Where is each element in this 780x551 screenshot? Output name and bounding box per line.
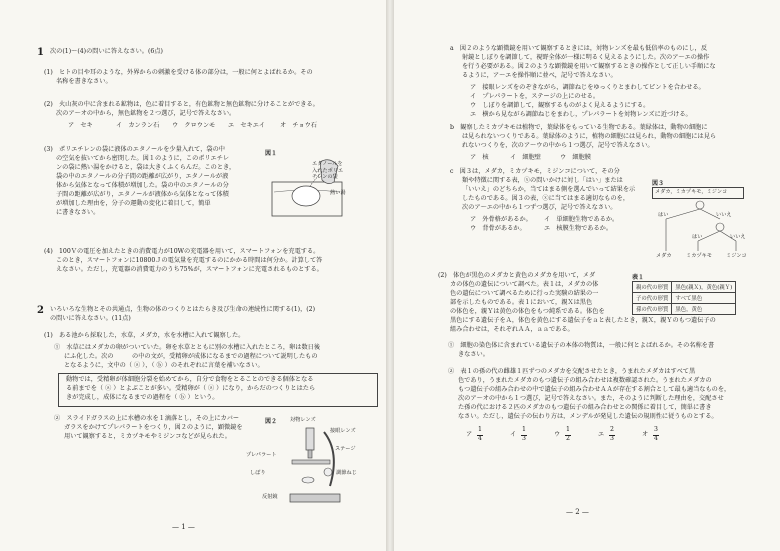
q1-3-line4: 袋の中のエタノールの分子間の距離が広がり，エタノールが液 <box>56 173 229 180</box>
fraction-numerator: 1 <box>522 426 526 433</box>
r-q2-line6: 黒色にする遺伝子をＡ，体色を黄色にする遺伝子をａと表したとき，親Ｘ，親Ｙのもつ遺伝子の <box>450 317 716 324</box>
fraction-numerator: 3 <box>654 426 658 433</box>
table-cell: 子の代の形質 <box>633 293 672 304</box>
exam-page-right <box>394 0 780 551</box>
q2-1-text: (1) ある池から採取した，水草，メダカ，水を水槽に入れて観察した。 <box>44 332 245 339</box>
r-c-choice-i: イ 単細胞生物であるか。 <box>544 216 619 223</box>
book-gutter <box>386 0 394 551</box>
fig3-node-no-1: いいえ <box>716 212 732 218</box>
q1-4-line3: えなさい。ただし，充電器の消費電力のうち75%が，スマートフォンに充電されるものとする。 <box>56 266 323 273</box>
table-row <box>633 282 736 293</box>
r-a-choice-i: イ プレパラートを，ステージの上にのせる。 <box>470 93 600 100</box>
q1-4-line1: (4) 100Ｖの電圧を加えたときの消費電力が10Wの充電器を用いて，スマートフォンを充電する。 <box>44 248 320 255</box>
r-a-choice-a: ア 接眼レンズをのぞきながら，調節ねじをゆっくりとまわしてピントを合わせる。 <box>470 84 705 91</box>
r-b-choice-i: イ 細胞壁 <box>510 154 541 161</box>
r-q2-ii-line3: もつ遺伝子の組み合わせの中で遺伝子の組み合わせＡＡが存在する割合として最も適当なものを， <box>458 386 731 393</box>
fraction-numerator: 1 <box>478 426 482 433</box>
r-q2-line5: の体色を，親Ｙは黄色の体色をもつ純系である。体色を <box>450 308 605 315</box>
table-cell: すべて黒色 <box>672 293 736 304</box>
fraction-numerator: 2 <box>610 426 614 433</box>
r-c-line1: c 図３は，メダカ，ミカヅキモ，ミジンコについて，その分 <box>450 168 620 175</box>
r-q2-i-line1: ① 細胞の染色体に含まれている遺伝子の本体の物質は，一般に何とよばれるか。その名称を書 <box>448 342 715 349</box>
q2-1-a-line2: にふ化した。次の の中の文が，受精卵が成体になるまでの過程について説明したもの <box>64 353 318 360</box>
fig2-label-diaphragm: しぼり <box>250 470 266 476</box>
definition-box-line3: きが完成し，成体になるまでの過程を（ ⓑ ）という。 <box>66 394 219 401</box>
r-q2-ii-line5: た孫の代における２匹のメダカのもつ遺伝子の組み合わせとの関係に着目して，簡単に書き <box>458 404 712 411</box>
r-b-line1: b 観察したミカヅキモは植物で，葉緑体をもっている生物である。葉緑体は，動物の細胞に <box>450 124 708 131</box>
q1-3-line7: が増加した理由を，分子の運動の変化に着目して，簡単 <box>56 200 211 207</box>
question-1-intro: 次の(1)〜(4)の問いに答えなさい。(6点) <box>50 48 163 55</box>
r-q2-ii-line1: ② 表１の孫の代の雌雄１匹ずつのメダカを交配させたとき，うまれたメダカはすべて黒 <box>448 368 696 375</box>
definition-box-line1: 動物では，受精卵が体細胞分裂を始めてから，自分で食物をとることのできる個体となる <box>66 376 314 383</box>
q1-3-line8: に書きなさい。 <box>56 209 100 216</box>
r-q2-ii-line4: 次のア〜オの中から１つ選び，記号で答えなさい。また，そのように判断した理由を，交配させ <box>458 395 724 402</box>
q2-1-b-line2: ガラスをかけてプレパラートをつくり，図２のように，顕微鏡を <box>64 424 243 431</box>
choice-o: オ チョウ石 <box>280 122 317 129</box>
table-row <box>633 293 736 304</box>
fig3-node-yes-1: はい <box>658 212 669 218</box>
table-1 <box>632 281 736 315</box>
fraction-denominator: 3 <box>610 435 614 442</box>
q2-1-a-line1: ① 水草にはメダカの卵がついていた。卵を水草とともに別の水槽に入れたところ，卵は数日後 <box>54 344 321 351</box>
table-cell: 孫の代の形質 <box>633 304 672 315</box>
r-q2-line7: 組み合わせは，それぞれＡＡ，ａａである。 <box>450 326 574 333</box>
r-q2-line1: (2) 体色が黒色のメダカと黄色のメダカを用いて，メダ <box>438 272 596 279</box>
figure-1-water-annotation: 熱い湯 <box>330 190 346 196</box>
choice-i: イ カンラン石 <box>116 122 160 129</box>
table-cell: 黒色，黄色 <box>672 304 736 315</box>
figure-1-label: 図１ <box>265 150 278 157</box>
r-c-line2: 類や特徴に関する表，ⓧの問いかけに対し「はい」または <box>462 177 623 184</box>
table-1-label: 表１ <box>632 274 645 281</box>
q2-1-b-line3: 用いて観察すると，ミカヅキモやミジンコなどが見られた。 <box>64 433 231 440</box>
q1-3-line5: 体から気体となって体積が増加した。袋の中のエタノールの分 <box>56 182 229 189</box>
table-cell: 黒色(親Ｘ)，黄色(親Ｙ) <box>672 282 736 293</box>
r-c-line5: 次のア〜エの中から１つずつ選び，記号で答えなさい。 <box>462 204 617 211</box>
fig2-label-mirror: 反射鏡 <box>262 494 278 500</box>
q1-3-line6: 子間の距離が広がり，エタノールが液体から気体となって体積 <box>56 191 229 198</box>
page-number-left: — 1 — <box>172 523 195 531</box>
q1-3-line1: (3) ポリエチレンの袋に液体のエタノールを少量入れて，袋の中 <box>44 146 225 153</box>
q2-1-b-line1: ② スライドガラスの上に水槽の水を１滴落とし，その上にカバー <box>54 415 240 422</box>
r-b-line3: れないつくりを，次のア〜ウの中から１つ選び，記号で答えなさい。 <box>462 142 654 149</box>
table-cell: 親の代の形質 <box>633 282 672 293</box>
fig2-label-objective: 対物レンズ <box>290 417 316 423</box>
r-a-line1: a 図２のような顕微鏡を用いて観察するときには，対物レンズを最も低倍率のものにし，反 <box>450 45 708 52</box>
r-c-choice-u: ウ 背骨があるか。 <box>470 225 526 232</box>
r-c-choice-e: エ 核膜生物であるか。 <box>544 225 613 232</box>
fig3-leaf-medaka: メダカ <box>656 253 672 259</box>
page-number-right: — 2 — <box>566 508 589 516</box>
fig2-label-slide: プレパラート <box>246 452 277 458</box>
q1-2-line2: 次のア〜オの中から，無色鉱物を２つ選び，記号で答えなさい。 <box>56 110 236 117</box>
r-b-line2: は見られないつくりである。葉緑体のように，植物の細胞には見られ，動物の細胞には見ら <box>462 133 717 140</box>
fraction-label: エ <box>598 431 605 438</box>
q2-1-a-line3: となるように，文中の（ ⓐ ），（ ⓑ ）のそれぞれに言葉を補いなさい。 <box>64 362 264 369</box>
r-a-choice-u: ウ しぼりを調節して，観察するものがよく見えるようにする。 <box>470 102 650 109</box>
question-2-number: 2 <box>37 305 44 316</box>
fig3-leaf-mijinko: ミジンコ <box>726 253 747 259</box>
fraction-denominator: 4 <box>654 435 658 442</box>
fig2-label-adjust-knob: 調節ねじ <box>336 470 357 476</box>
figure-3-top-text: メダカ，ミカヅキモ，ミジンコ <box>655 189 728 195</box>
r-c-choice-a: ア 外骨格があるか。 <box>470 216 532 223</box>
q1-4-line2: このとき，スマートフォンに10800Ｊの電気量を充電するのにかかる時間は何分か。計算して答 <box>56 257 323 264</box>
r-q2-line4: 部を示したものである。表１において，親Ｘは黒色 <box>450 299 593 306</box>
fig3-leaf-mikazukimo: ミカヅキモ <box>686 253 712 259</box>
figure-3-label: 図３ <box>652 180 665 187</box>
r-b-choice-a: ア 核 <box>470 154 489 161</box>
fraction-numerator: 1 <box>566 426 570 433</box>
fig2-label-stage: ステージ <box>335 446 356 452</box>
figure-2-microscope <box>268 422 358 512</box>
r-a-choice-e: エ 横から見ながら調節ねじをまわし，プレパラートを対物レンズに近づける。 <box>470 111 692 118</box>
fraction-denominator: 2 <box>566 435 570 442</box>
q1-3-line3: ンの袋に熱い湯をかけると，袋は大きくふくらんだ。このとき， <box>56 164 236 171</box>
r-a-line4: るように，ア〜エを操作順に並べ，記号で答えなさい。 <box>462 72 617 79</box>
fraction-denominator: 4 <box>478 435 482 442</box>
choice-u: ウ クロウンモ <box>172 122 216 129</box>
question-1-number: 1 <box>37 47 44 58</box>
r-c-line4: したものである。図３の表，ⓧに当てはまる適切なものを， <box>462 195 630 202</box>
fig2-label-eyepiece: 接眼レンズ <box>330 428 356 434</box>
q1-1-line1: (1) ヒトの目や耳のような，外界からの刺激を受ける体の部分は，一般に何とよばれるか。その <box>44 69 313 76</box>
r-q2-ii-line2: 色であり，うまれたメダカのもつ遺伝子の組み合わせは複数確認された。うまれたメダカの <box>458 377 712 384</box>
r-q2-i-line2: きなさい。 <box>458 351 489 358</box>
r-q2-ii-line6: なさい。ただし，遺伝子の伝わり方は，メンデルが発見した遺伝の規則性に従うものとする。 <box>458 413 718 420</box>
r-c-line3: 「いいえ」のどちらか，当てはまる側を選んでいって結果を示 <box>462 186 636 193</box>
r-b-choice-u: ウ 細胞膜 <box>560 154 591 161</box>
r-a-line2: 射鏡としぼりを調節して，視野全体が一様に明るく見えるようにした。次のア〜エの操作 <box>462 54 710 61</box>
r-a-line3: を行う必要がある。図２のような顕微鏡を用いて観察するときの操作として正しい手順にな <box>462 63 716 70</box>
fraction-denominator: 3 <box>522 435 526 442</box>
choice-a: ア セキ <box>68 122 93 129</box>
r-q2-line3: 色の遺伝について調べるために行った実験の結果の一 <box>450 290 599 297</box>
figure-2-label: 図２ <box>265 418 278 425</box>
fraction-label: ウ <box>554 431 561 438</box>
table-row <box>633 304 736 315</box>
definition-box-line2: る前までを（ ⓐ ）とよぶことが多い。受精卵が（ ⓐ ）になり，からだのつくりとはたら <box>66 385 316 392</box>
fig3-node-no-2: いいえ <box>730 234 746 240</box>
q1-1-line2: 名称を書きなさい。 <box>56 78 112 85</box>
q1-3-line2: の空気を抜いてから密閉した。図１のように，このポリエチレ <box>56 155 230 162</box>
figure-1-bag-annotation: エタノールを入れたポリエチレンの袋 <box>312 161 344 180</box>
exam-page-left <box>0 0 386 551</box>
fraction-label: オ <box>642 431 649 438</box>
fraction-label: イ <box>510 431 517 438</box>
question-2-intro-line2: の問いに答えなさい。(11点) <box>50 315 131 322</box>
figure-3-tree <box>652 197 748 257</box>
r-q2-line2: カの体色の遺伝について調べた。表１は，メダカの体 <box>450 281 599 288</box>
choice-e: エ セキエイ <box>228 122 266 129</box>
fig3-node-yes-2: はい <box>692 234 703 240</box>
question-2-intro-line1: いろいろな生物とその共通点，生物の体のつくりとはたらき及び生命の連続性に関する(1)，(2) <box>50 306 316 313</box>
fraction-label: ア <box>466 431 473 438</box>
q1-2-line1: (2) 火山灰の中に含まれる鉱物は，色に着目すると，有色鉱物と無色鉱物に分けることができる。 <box>44 101 319 108</box>
